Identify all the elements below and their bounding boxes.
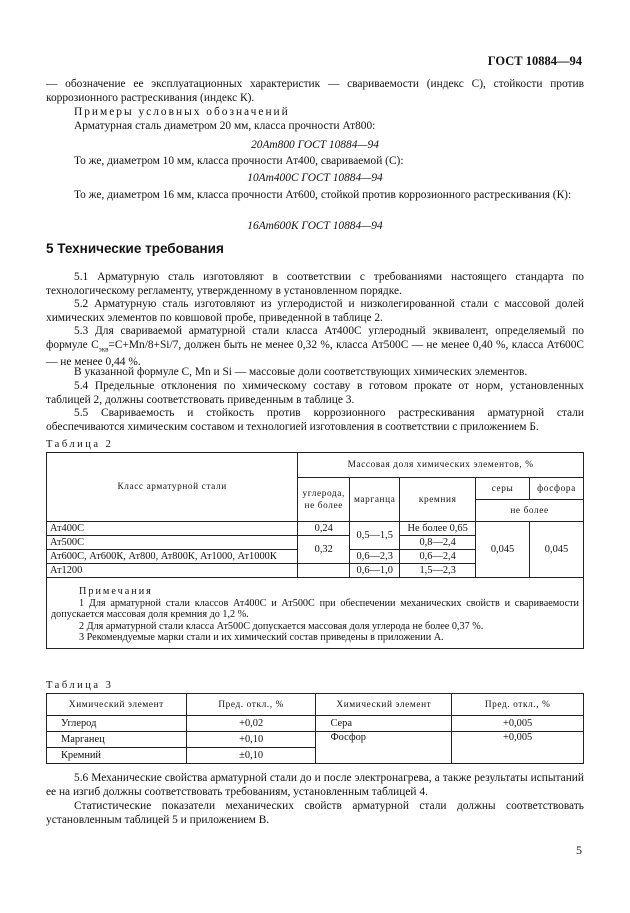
table-2-cell: 0,8—2,4 xyxy=(400,536,476,550)
table-2-note: 2 Для арматурной стали класса Ат500С допускается массовая доля углерода не более 0,37 %. xyxy=(79,620,484,632)
table-3-header: Химический элемент xyxy=(47,694,187,716)
table-2-header-manganese: марганца xyxy=(350,478,400,522)
table-2-cell: Не более 0,65 xyxy=(400,522,476,536)
table-2-row-class: Ат400С xyxy=(47,522,298,536)
para-5-3-a: 5.3 Для свариваемой арматурной стали класса Ат400С углеродный эквивалент, определяемый по формуле С xyxy=(46,325,584,351)
table-3-caption: Таблица 3 xyxy=(46,680,114,691)
para-5-3 xyxy=(46,325,584,370)
table-2-cell: 0,24 xyxy=(298,522,350,536)
table-2-row-class: Ат1200 xyxy=(47,564,298,578)
table-3-cell: ±0,10 xyxy=(186,748,316,764)
table-2 xyxy=(46,452,584,649)
table-3-header: Пред. откл., % xyxy=(452,694,584,716)
para-5-5: 5.5 Свариваемость и стойкость против коррозионного растрескивания арматурной стали обеспечиваются химическим составом и технологией изготовления в соответствии с приложением Б. xyxy=(46,407,584,433)
table-2-header-not-more: не более xyxy=(476,500,584,522)
table-2-caption: Таблица 2 xyxy=(46,439,114,450)
table-2-header-sulfur: серы xyxy=(476,478,530,500)
para-5-3-note: В указанной формуле С, Mn и Si — массовые доли соответствующих химических элементов. xyxy=(74,366,528,378)
table-2-cell: 0,6—2,4 xyxy=(400,550,476,564)
table-2-cell: 0,6—1,0 xyxy=(350,564,400,578)
table-2-header-carbon: углерода, не более xyxy=(298,478,350,522)
table-2-row-class: Ат500С xyxy=(47,536,298,550)
table-3-cell: +0,005 xyxy=(452,732,584,764)
table-3-cell: Сера xyxy=(316,716,452,732)
table-2-note: 3 Рекомендуемые марки стали и их химический состав приведены в приложении А. xyxy=(79,632,444,644)
table-2-notes xyxy=(47,578,584,649)
para-5-3-b: =C+Mn/8+Si/7, должен быть не менее 0,32 %, класса Ат500С — не менее 0,40 %, класса Ат600С — не менее 0,44 %. xyxy=(46,338,585,369)
table-3-cell: +0,005 xyxy=(452,716,584,732)
formula-subscript: экв xyxy=(98,344,109,353)
standard-header: ГОСТ 10884—94 xyxy=(487,54,582,68)
table-3 xyxy=(46,693,584,764)
example-1-code: 20Ат800 ГОСТ 10884—94 xyxy=(251,139,379,151)
example-2-code: 10Ат400С ГОСТ 10884—94 xyxy=(247,172,383,184)
table-3-cell: Фосфор xyxy=(316,732,452,764)
table-2-row-class: Ат600С, Ат600К, Ат800, Ат800К, Ат1000, Ат1000К xyxy=(47,550,298,564)
table-2-cell: 0,045 xyxy=(476,522,530,578)
table-2-header-silicon: кремния xyxy=(400,478,476,522)
section-title: 5 Технические требования xyxy=(46,241,224,256)
table-3-cell: +0,02 xyxy=(186,716,316,732)
example-2-text: То же, диаметром 10 мм, класса прочности Ат400, свариваемой (С): xyxy=(74,155,404,167)
table-2-cell: 0,6—2,3 xyxy=(350,550,400,564)
para-5-1: 5.1 Арматурную сталь изготовляют в соответствии с требованиями настоящего стандарта по технологическому регламенту, утвержденному в установленном порядке. xyxy=(46,271,584,297)
table-2-header-mass: Массовая доля химических элементов, % xyxy=(298,453,584,478)
table-3-header: Химический элемент xyxy=(316,694,452,716)
example-3-text: То же, диаметром 16 мм, класса прочности Ат600, стойкой против коррозионного растрескивания (К): xyxy=(74,189,572,201)
para-5-2: 5.2 Арматурную сталь изготовляют из углеродистой и низколегированной стали с массовой долей химических элементов по ковшовой пробе, приведенной в таблице 2. xyxy=(46,298,584,324)
table-2-cell: 1,5—2,3 xyxy=(400,564,476,578)
marking-continuation: — обозначение ее эксплуатационных характеристик — свариваемости (индекс С), стойкости против коррозионного растрескивания (индекс К). xyxy=(46,78,584,104)
table-2-notes-title: Примечания xyxy=(79,586,153,597)
para-5-4: 5.4 Предельные отклонения по химическому составу в готовом прокате от норм, установленных таблицей 2, должны соответствовать приведенным в таблице 3. xyxy=(46,380,584,406)
table-3-cell: Углерод xyxy=(47,716,187,732)
examples-title: Примеры условных обозначений xyxy=(74,106,290,118)
table-2-cell: 0,32 xyxy=(298,536,350,564)
table-2-cell: 0,045 xyxy=(530,522,584,578)
table-3-cell: Марганец xyxy=(47,732,187,748)
table-3-cell: Кремний xyxy=(47,748,187,764)
example-3-code: 16Ат600К ГОСТ 10884—94 xyxy=(247,220,383,232)
table-2-note: 1 Для арматурной стали классов Ат400С и Ат500С при обеспечении механических свойств и свариваемости допускается массовая доля кремния до 1,2 %. xyxy=(51,597,579,621)
table-2-header-class: Класс арматурной стали xyxy=(47,453,298,522)
table-2-cell: 0,5—1,5 xyxy=(350,522,400,550)
para-5-6: 5.6 Механические свойства арматурной стали до и после электронагрева, а также результаты испытаний ее на изгиб должны соответствовать требованиям, установленным таблицей 4. xyxy=(46,772,584,798)
table-2-header-phosphorus: фосфора xyxy=(530,478,584,500)
table-3-cell: +0,10 xyxy=(186,732,316,748)
para-5-6-stats: Статистические показатели механических свойств арматурной стали должны соответствовать установленным таблицей 5 и приложением В. xyxy=(46,800,584,826)
table-2-cell xyxy=(298,564,350,578)
page-number: 5 xyxy=(576,843,582,857)
example-1-text: Арматурная сталь диаметром 20 мм, класса прочности Ат800: xyxy=(74,120,376,132)
table-3-header: Пред. откл., % xyxy=(186,694,316,716)
